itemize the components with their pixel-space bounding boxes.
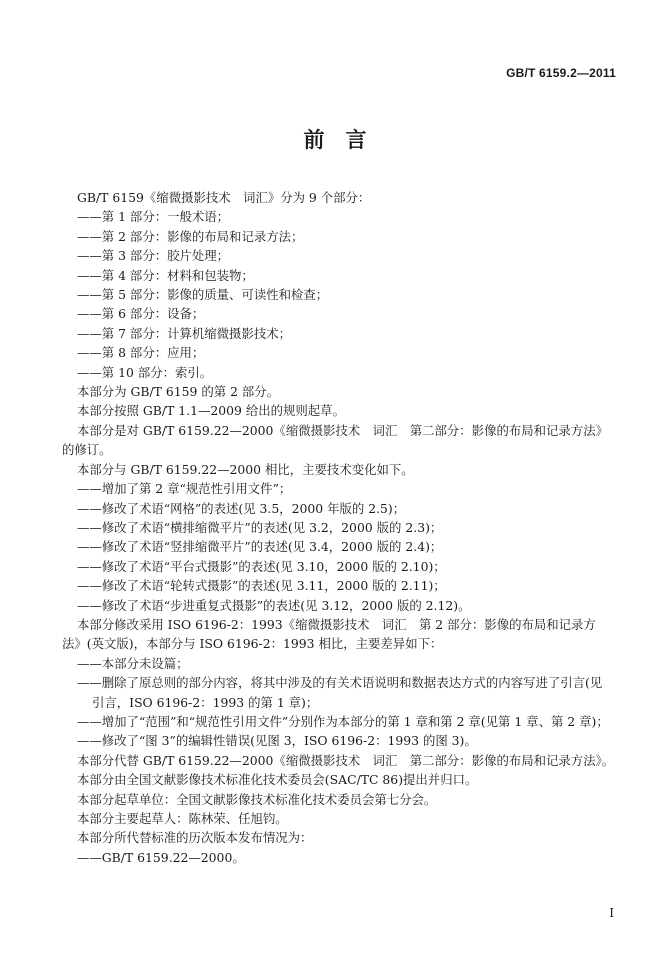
list-item: ——第 8 部分：应用；	[77, 345, 205, 361]
history-paragraph: 本部分所代替标准的历次版本发布情况为：	[77, 830, 313, 846]
iso-diffs-list	[62, 654, 614, 751]
part-of-paragraph: 本部分为 GB/T 6159 的第 2 部分。	[77, 384, 280, 400]
drafting-unit-paragraph: 本部分起草单位：全国文献影像技术标准化技术委员会第七分会。	[77, 791, 437, 807]
list-item: ——修改了“图 3”的编辑性错误(见图 3，ISO 6196-2：1993 的图 3)。	[77, 733, 477, 749]
list-item: ——修改了术语“横排缩微平片”的表述(见 3.2，2000 版的 2.3)；	[77, 519, 443, 535]
replaces-paragraph: 本部分代替 GB/T 6159.22—2000《缩微摄影技术 词汇 第二部分：影像的布局和记录方法》。	[77, 752, 615, 768]
list-item-continuation: 引言，ISO 6196-2：1993 的第 1 章)；	[92, 694, 319, 710]
document-body	[62, 188, 614, 867]
list-item	[62, 673, 614, 712]
list-item: ——第 2 部分：影像的布局和记录方法；	[77, 228, 304, 244]
list-item: ——第 6 部分：设备；	[77, 306, 205, 322]
list-item: ——GB/T 6159.22—2000。	[77, 849, 245, 865]
page-number: I	[609, 906, 614, 920]
list-item: ——增加了第 2 章“规范性引用文件”；	[77, 481, 292, 497]
list-item: ——修改了术语“平台式摄影”的表述(见 3.10，2000 版的 2.10)；	[77, 558, 446, 574]
changes-list	[62, 479, 614, 615]
parts-list	[62, 207, 614, 382]
iso-paragraph: 本部分修改采用 ISO 6196-2：1993《缩微摄影技术 词汇 第 2 部分：影像的布局和记录方法》(英文版)，本部分与 ISO 6196-2：1993 相比，主要差异如下：	[62, 616, 596, 652]
list-item-line: ——删除了原总则的部分内容，将其中涉及的有关术语说明和数据表达方式的内容写进了引言(见	[77, 675, 603, 691]
drafters-paragraph: 本部分主要起草人：陈林荣、任旭钧。	[77, 811, 288, 826]
list-item: ——第 4 部分：材料和包装物；	[77, 267, 254, 283]
rules-paragraph: 本部分按照 GB/T 1.1—2009 给出的规则起草。	[77, 403, 345, 419]
standard-code: GB/T 6159.2—2011	[506, 66, 616, 80]
list-item: ——修改了术语“竖排缩微平片”的表述(见 3.4，2000 版的 2.4)；	[77, 539, 443, 555]
revision-paragraph: 本部分是对 GB/T 6159.22—2000《缩微摄影技术 词汇 第二部分：影像的布局和记录方法》的修订。	[62, 422, 608, 458]
changes-intro-paragraph: 本部分与 GB/T 6159.22—2000 相比，主要技术变化如下。	[77, 461, 414, 477]
list-item: ——第 7 部分：计算机缩微摄影技术；	[77, 325, 292, 341]
intro-paragraph: GB/T 6159《缩微摄影技术 词汇》分为 9 个部分：	[77, 190, 371, 205]
list-item: ——增加了“范围”和“规范性引用文件”分别作为本部分的第 1 章和第 2 章(见第 1 章、第 2 章)；	[77, 713, 609, 729]
page-title: 前 言	[303, 128, 367, 152]
list-item: ——修改了术语“步进重复式摄影”的表述(见 3.12，2000 版的 2.12)。	[77, 597, 471, 613]
list-item: ——第 10 部分：索引。	[77, 364, 213, 380]
list-item: ——第 5 部分：影像的质量、可读性和检查；	[77, 287, 329, 303]
list-item: ——修改了术语“网格”的表述(见 3.5，2000 年版的 2.5)；	[77, 500, 406, 516]
list-item: ——第 3 部分：胶片处理；	[77, 248, 230, 264]
list-item: ——本部分未设篇；	[77, 655, 189, 671]
list-item: ——第 1 部分：一般术语；	[77, 209, 230, 225]
list-item: ——修改了术语“轮转式摄影”的表述(见 3.11，2000 版的 2.11)；	[77, 578, 446, 594]
proposed-paragraph: 本部分由全国文献影像技术标准化技术委员会(SAC/TC 86)提出并归口。	[77, 772, 478, 788]
